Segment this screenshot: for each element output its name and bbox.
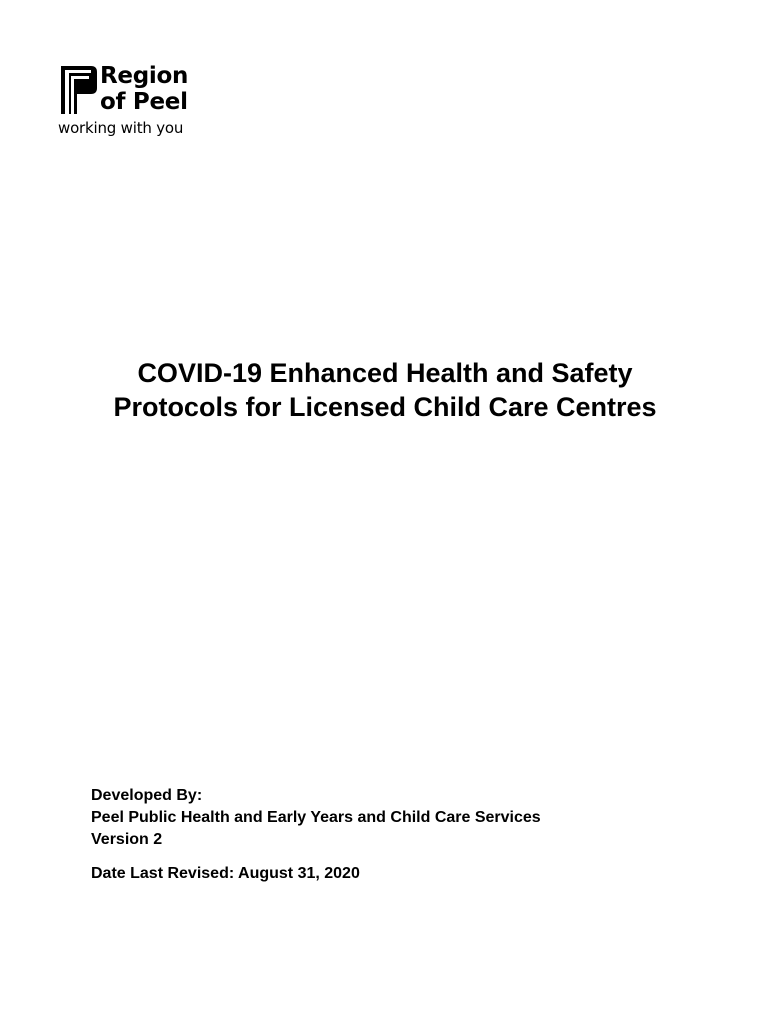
document-meta: [91, 785, 541, 885]
logo-tagline: working with you: [58, 119, 184, 137]
developed-by-label: Developed By:: [91, 787, 203, 804]
document-title-line-1: COVID-19 Enhanced Health and Safety: [137, 358, 633, 388]
document-title: [40, 356, 730, 424]
logo-text-region: Region: [100, 63, 189, 89]
developed-by-value: Peel Public Health and Early Years and Child Care Services: [91, 809, 541, 826]
region-of-peel-logo: [58, 64, 208, 144]
version-text: Version 2: [91, 831, 163, 848]
logo-text-of-peel: of Peel: [100, 89, 188, 115]
date-last-revised: Date Last Revised: August 31, 2020: [91, 865, 360, 882]
document-title-line-2: Protocols for Licensed Child Care Centres: [113, 392, 657, 422]
region-of-peel-mark-icon: [61, 66, 97, 114]
